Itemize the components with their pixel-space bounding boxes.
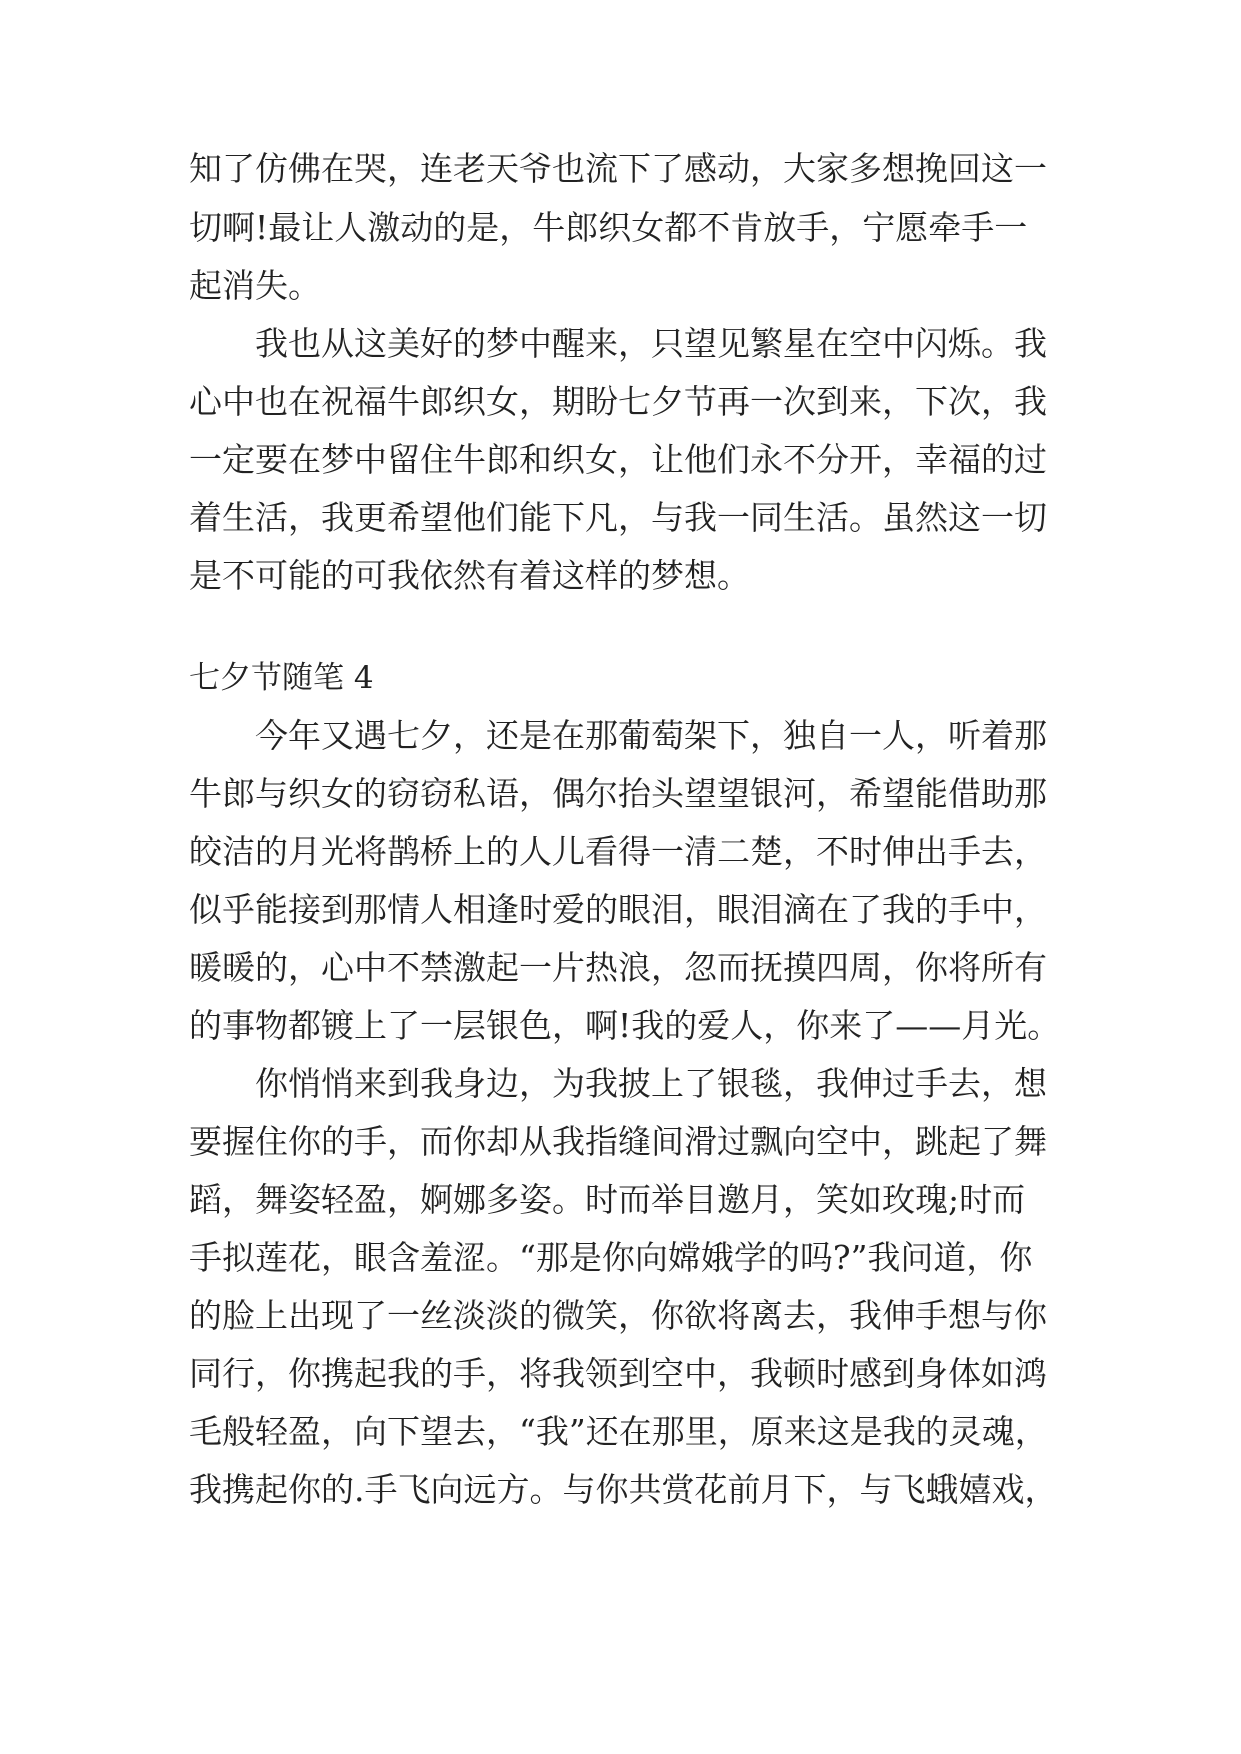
paragraph-line: 皎洁的月光将鹊桥上的人儿看得一清二楚，不时伸出手去， <box>189 832 1047 871</box>
paragraph-line: 似乎能接到那情人相逢时爱的眼泪，眼泪滴在了我的手中， <box>189 890 1047 929</box>
paragraph-line: 的事物都镀上了一层银色，啊!我的爱人，你来了——月光。 <box>189 1006 1061 1045</box>
paragraph-line: 切啊!最让人激动的是，牛郎织女都不肯放手，宁愿牵手一 <box>189 208 1028 247</box>
paragraph-line: 牛郎与织女的窃窃私语，偶尔抬头望望银河，希望能借助那 <box>189 774 1047 813</box>
paragraph-line: 今年又遇七夕，还是在那葡萄架下，独自一人，听着那 <box>255 716 1047 755</box>
paragraph-line: 是不可能的可我依然有着这样的梦想。 <box>189 556 750 595</box>
paragraph-line: 暖暖的，心中不禁激起一片热浪，忽而抚摸四周，你将所有 <box>189 948 1047 987</box>
paragraph-line: 同行，你携起我的手，将我领到空中，我顿时感到身体如鸿 <box>189 1354 1047 1393</box>
paragraph-line: 蹈，舞姿轻盈，婀娜多姿。时而举目邀月，笑如玫瑰;时而 <box>189 1180 1026 1219</box>
paragraph-line: 你悄悄来到我身边，为我披上了银毯，我伸过手去，想 <box>255 1064 1047 1103</box>
paragraph-line: 着生活，我更希望他们能下凡，与我一同生活。虽然这一切 <box>189 498 1047 537</box>
paragraph-line: 要握住你的手，而你却从我指缝间滑过飘向空中，跳起了舞 <box>189 1122 1047 1161</box>
paragraph-line: 毛般轻盈，向下望去，“我”还在那里，原来这是我的灵魂， <box>189 1412 1048 1451</box>
paragraph-line: 心中也在祝福牛郎织女，期盼七夕节再一次到来，下次，我 <box>189 382 1047 421</box>
paragraph-line: 的脸上出现了一丝淡淡的微笑，你欲将离去，我伸手想与你 <box>189 1296 1047 1335</box>
paragraph-line: 我也从这美好的梦中醒来，只望见繁星在空中闪烁。我 <box>255 324 1047 363</box>
paragraph-line: 手拟莲花，眼含羞涩。“那是你向嫦娥学的吗?”我问道，你 <box>189 1238 1033 1277</box>
paragraph-line: 知了仿佛在哭，连老天爷也流下了感动，大家多想挽回这一 <box>189 149 1047 188</box>
paragraph-line: 一定要在梦中留住牛郎和织女，让他们永不分开，幸福的过 <box>189 440 1047 479</box>
paragraph-line: 起消失。 <box>189 266 321 305</box>
section-heading: 七夕节随笔 4 <box>189 660 374 696</box>
paragraph-line: 我携起你的.手飞向远方。与你共赏花前月下，与飞蛾嬉戏， <box>189 1470 1058 1509</box>
